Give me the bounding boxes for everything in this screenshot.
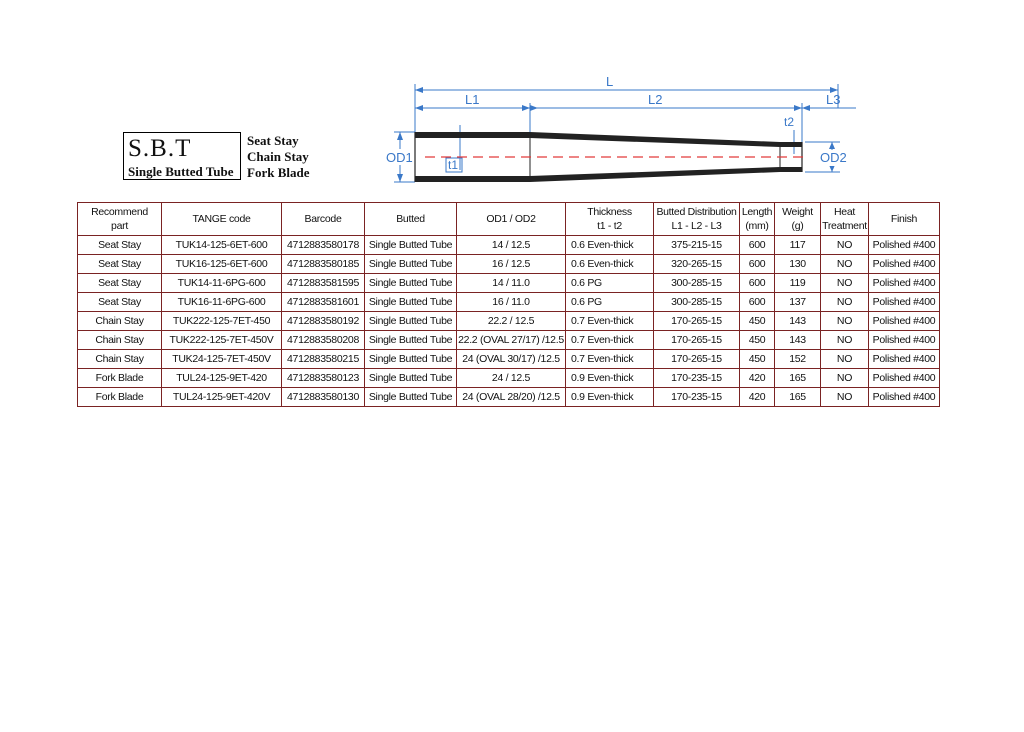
arrow-head	[794, 105, 802, 111]
table-header-row	[78, 203, 940, 236]
cell-barcode: 4712883580130	[282, 388, 365, 407]
application-item: Fork Blade	[247, 165, 310, 180]
tube-wall-top-butted	[415, 132, 530, 138]
cell-butted: Single Butted Tube	[365, 331, 457, 350]
cell-butted-distribution: 320-265-15	[654, 255, 740, 274]
arrow-head	[829, 142, 835, 149]
cell-od: 22.2 / 12.5	[457, 312, 566, 331]
cell-recommend-part: Seat Stay	[78, 236, 162, 255]
cell-butted: Single Butted Tube	[365, 369, 457, 388]
cell-thickness: 0.7 Even-thick	[566, 312, 654, 331]
cell-butted-distribution: 170-265-15	[654, 331, 740, 350]
table-row	[78, 293, 940, 312]
cell-weight: 143	[775, 331, 821, 350]
arrow-head	[397, 174, 403, 182]
cell-heat-treatment: NO	[821, 350, 869, 369]
cell-heat-treatment: NO	[821, 274, 869, 293]
cell-barcode: 4712883580215	[282, 350, 365, 369]
product-title-box	[123, 132, 241, 180]
cell-tange-code: TUK16-125-6ET-600	[162, 255, 282, 274]
cell-tange-code: TUK222-125-7ET-450V	[162, 331, 282, 350]
table-row	[78, 350, 940, 369]
arrow-head	[802, 105, 810, 111]
cell-recommend-part: Chain Stay	[78, 312, 162, 331]
cell-weight: 130	[775, 255, 821, 274]
cell-length: 450	[740, 331, 775, 350]
header-butted-distribution: Butted Distribution L1 - L2 - L3	[654, 203, 740, 236]
cell-butted-distribution: 170-265-15	[654, 312, 740, 331]
application-item: Chain Stay	[247, 149, 309, 164]
cell-thickness: 0.7 Even-thick	[566, 350, 654, 369]
label-l1: L1	[465, 92, 480, 107]
cell-butted: Single Butted Tube	[365, 293, 457, 312]
header-barcode: Barcode	[282, 203, 365, 236]
cell-recommend-part: Fork Blade	[78, 388, 162, 407]
tube-wall-bottom-butted	[415, 176, 530, 182]
label-t1: t1	[448, 158, 459, 172]
label-l2: L2	[648, 92, 663, 107]
cell-recommend-part: Seat Stay	[78, 293, 162, 312]
cell-length: 600	[740, 293, 775, 312]
header-tange-code: TANGE code	[162, 203, 282, 236]
header-finish: Finish	[869, 203, 940, 236]
cell-butted: Single Butted Tube	[365, 312, 457, 331]
product-abbreviation: S.B.T	[128, 135, 192, 162]
cell-heat-treatment: NO	[821, 312, 869, 331]
cell-od: 14 / 12.5	[457, 236, 566, 255]
table-row	[78, 312, 940, 331]
cell-heat-treatment: NO	[821, 369, 869, 388]
cell-barcode: 4712883580185	[282, 255, 365, 274]
cell-od: 24 (OVAL 28/20) /12.5	[457, 388, 566, 407]
cell-recommend-part: Seat Stay	[78, 274, 162, 293]
cell-weight: 165	[775, 388, 821, 407]
cell-finish: Polished #400	[869, 331, 940, 350]
cell-heat-treatment: NO	[821, 331, 869, 350]
header-thickness: Thickness t1 - t2	[566, 203, 654, 236]
cell-finish: Polished #400	[869, 369, 940, 388]
cell-butted: Single Butted Tube	[365, 236, 457, 255]
cell-finish: Polished #400	[869, 312, 940, 331]
label-t2: t2	[784, 115, 795, 129]
cell-recommend-part: Chain Stay	[78, 331, 162, 350]
cell-barcode: 4712883580192	[282, 312, 365, 331]
arrow-head	[415, 87, 423, 93]
cell-thickness: 0.9 Even-thick	[566, 388, 654, 407]
tube-dimension-diagram	[380, 70, 860, 195]
arrow-head	[829, 165, 835, 172]
application-item: Seat Stay	[247, 133, 299, 148]
header-weight: Weight (g)	[775, 203, 821, 236]
spec-table	[77, 202, 940, 407]
cell-finish: Polished #400	[869, 388, 940, 407]
cell-od: 24 / 12.5	[457, 369, 566, 388]
cell-heat-treatment: NO	[821, 388, 869, 407]
cell-recommend-part: Chain Stay	[78, 350, 162, 369]
cell-length: 450	[740, 350, 775, 369]
cell-tange-code: TUK14-125-6ET-600	[162, 236, 282, 255]
cell-butted: Single Butted Tube	[365, 350, 457, 369]
table-row	[78, 255, 940, 274]
cell-tange-code: TUK14-11-6PG-600	[162, 274, 282, 293]
cell-length: 600	[740, 274, 775, 293]
cell-recommend-part: Fork Blade	[78, 369, 162, 388]
cell-barcode: 4712883580123	[282, 369, 365, 388]
cell-od: 16 / 11.0	[457, 293, 566, 312]
header-heat-treatment: Heat Treatment	[821, 203, 869, 236]
label-l: L	[606, 74, 614, 89]
cell-butted-distribution: 170-265-15	[654, 350, 740, 369]
header-recommend-part: Recommend part	[78, 203, 162, 236]
arrow-head	[530, 105, 538, 111]
cell-thickness: 0.6 PG	[566, 274, 654, 293]
cell-thickness: 0.6 PG	[566, 293, 654, 312]
cell-thickness: 0.9 Even-thick	[566, 369, 654, 388]
table-row	[78, 388, 940, 407]
cell-tange-code: TUL24-125-9ET-420	[162, 369, 282, 388]
cell-barcode: 4712883581595	[282, 274, 365, 293]
tube-wall-bottom-taper	[530, 167, 802, 182]
header-butted: Butted	[365, 203, 457, 236]
cell-length: 450	[740, 312, 775, 331]
cell-butted-distribution: 170-235-15	[654, 388, 740, 407]
cell-od: 22.2 (OVAL 27/17) /12.5	[457, 331, 566, 350]
cell-length: 600	[740, 236, 775, 255]
cell-weight: 152	[775, 350, 821, 369]
cell-length: 420	[740, 388, 775, 407]
cell-weight: 137	[775, 293, 821, 312]
label-od1: OD1	[386, 150, 413, 165]
label-l3: L3	[826, 92, 841, 107]
cell-barcode: 4712883580208	[282, 331, 365, 350]
cell-butted-distribution: 300-285-15	[654, 274, 740, 293]
cell-butted-distribution: 170-235-15	[654, 369, 740, 388]
cell-barcode: 4712883580178	[282, 236, 365, 255]
cell-weight: 117	[775, 236, 821, 255]
tube-profile	[415, 132, 805, 182]
cell-finish: Polished #400	[869, 293, 940, 312]
cell-tange-code: TUK16-11-6PG-600	[162, 293, 282, 312]
cell-thickness: 0.6 Even-thick	[566, 236, 654, 255]
cell-finish: Polished #400	[869, 255, 940, 274]
cell-od: 16 / 12.5	[457, 255, 566, 274]
cell-thickness: 0.7 Even-thick	[566, 331, 654, 350]
tube-wall-top-taper	[530, 132, 802, 147]
table-row	[78, 274, 940, 293]
product-full-name: Single Butted Tube	[128, 164, 234, 179]
cell-tange-code: TUK24-125-7ET-450V	[162, 350, 282, 369]
cell-tange-code: TUL24-125-9ET-420V	[162, 388, 282, 407]
cell-butted: Single Butted Tube	[365, 255, 457, 274]
cell-butted: Single Butted Tube	[365, 274, 457, 293]
cell-length: 420	[740, 369, 775, 388]
cell-barcode: 4712883581601	[282, 293, 365, 312]
table-row	[78, 369, 940, 388]
cell-weight: 143	[775, 312, 821, 331]
table-row	[78, 331, 940, 350]
cell-od: 24 (OVAL 30/17) /12.5	[457, 350, 566, 369]
cell-finish: Polished #400	[869, 274, 940, 293]
cell-od: 14 / 11.0	[457, 274, 566, 293]
cell-butted-distribution: 375-215-15	[654, 236, 740, 255]
arrow-head	[415, 105, 423, 111]
cell-heat-treatment: NO	[821, 255, 869, 274]
cell-tange-code: TUK222-125-7ET-450	[162, 312, 282, 331]
cell-thickness: 0.6 Even-thick	[566, 255, 654, 274]
table-row	[78, 236, 940, 255]
cell-heat-treatment: NO	[821, 236, 869, 255]
cell-butted-distribution: 300-285-15	[654, 293, 740, 312]
cell-heat-treatment: NO	[821, 293, 869, 312]
arrow-head	[397, 132, 403, 140]
cell-weight: 165	[775, 369, 821, 388]
cell-weight: 119	[775, 274, 821, 293]
application-list	[247, 133, 309, 181]
header-od: OD1 / OD2	[457, 203, 566, 236]
label-od2: OD2	[820, 150, 847, 165]
cell-finish: Polished #400	[869, 236, 940, 255]
cell-butted: Single Butted Tube	[365, 388, 457, 407]
header-length: Length (mm)	[740, 203, 775, 236]
cell-finish: Polished #400	[869, 350, 940, 369]
cell-length: 600	[740, 255, 775, 274]
arrow-head	[522, 105, 530, 111]
cell-recommend-part: Seat Stay	[78, 255, 162, 274]
